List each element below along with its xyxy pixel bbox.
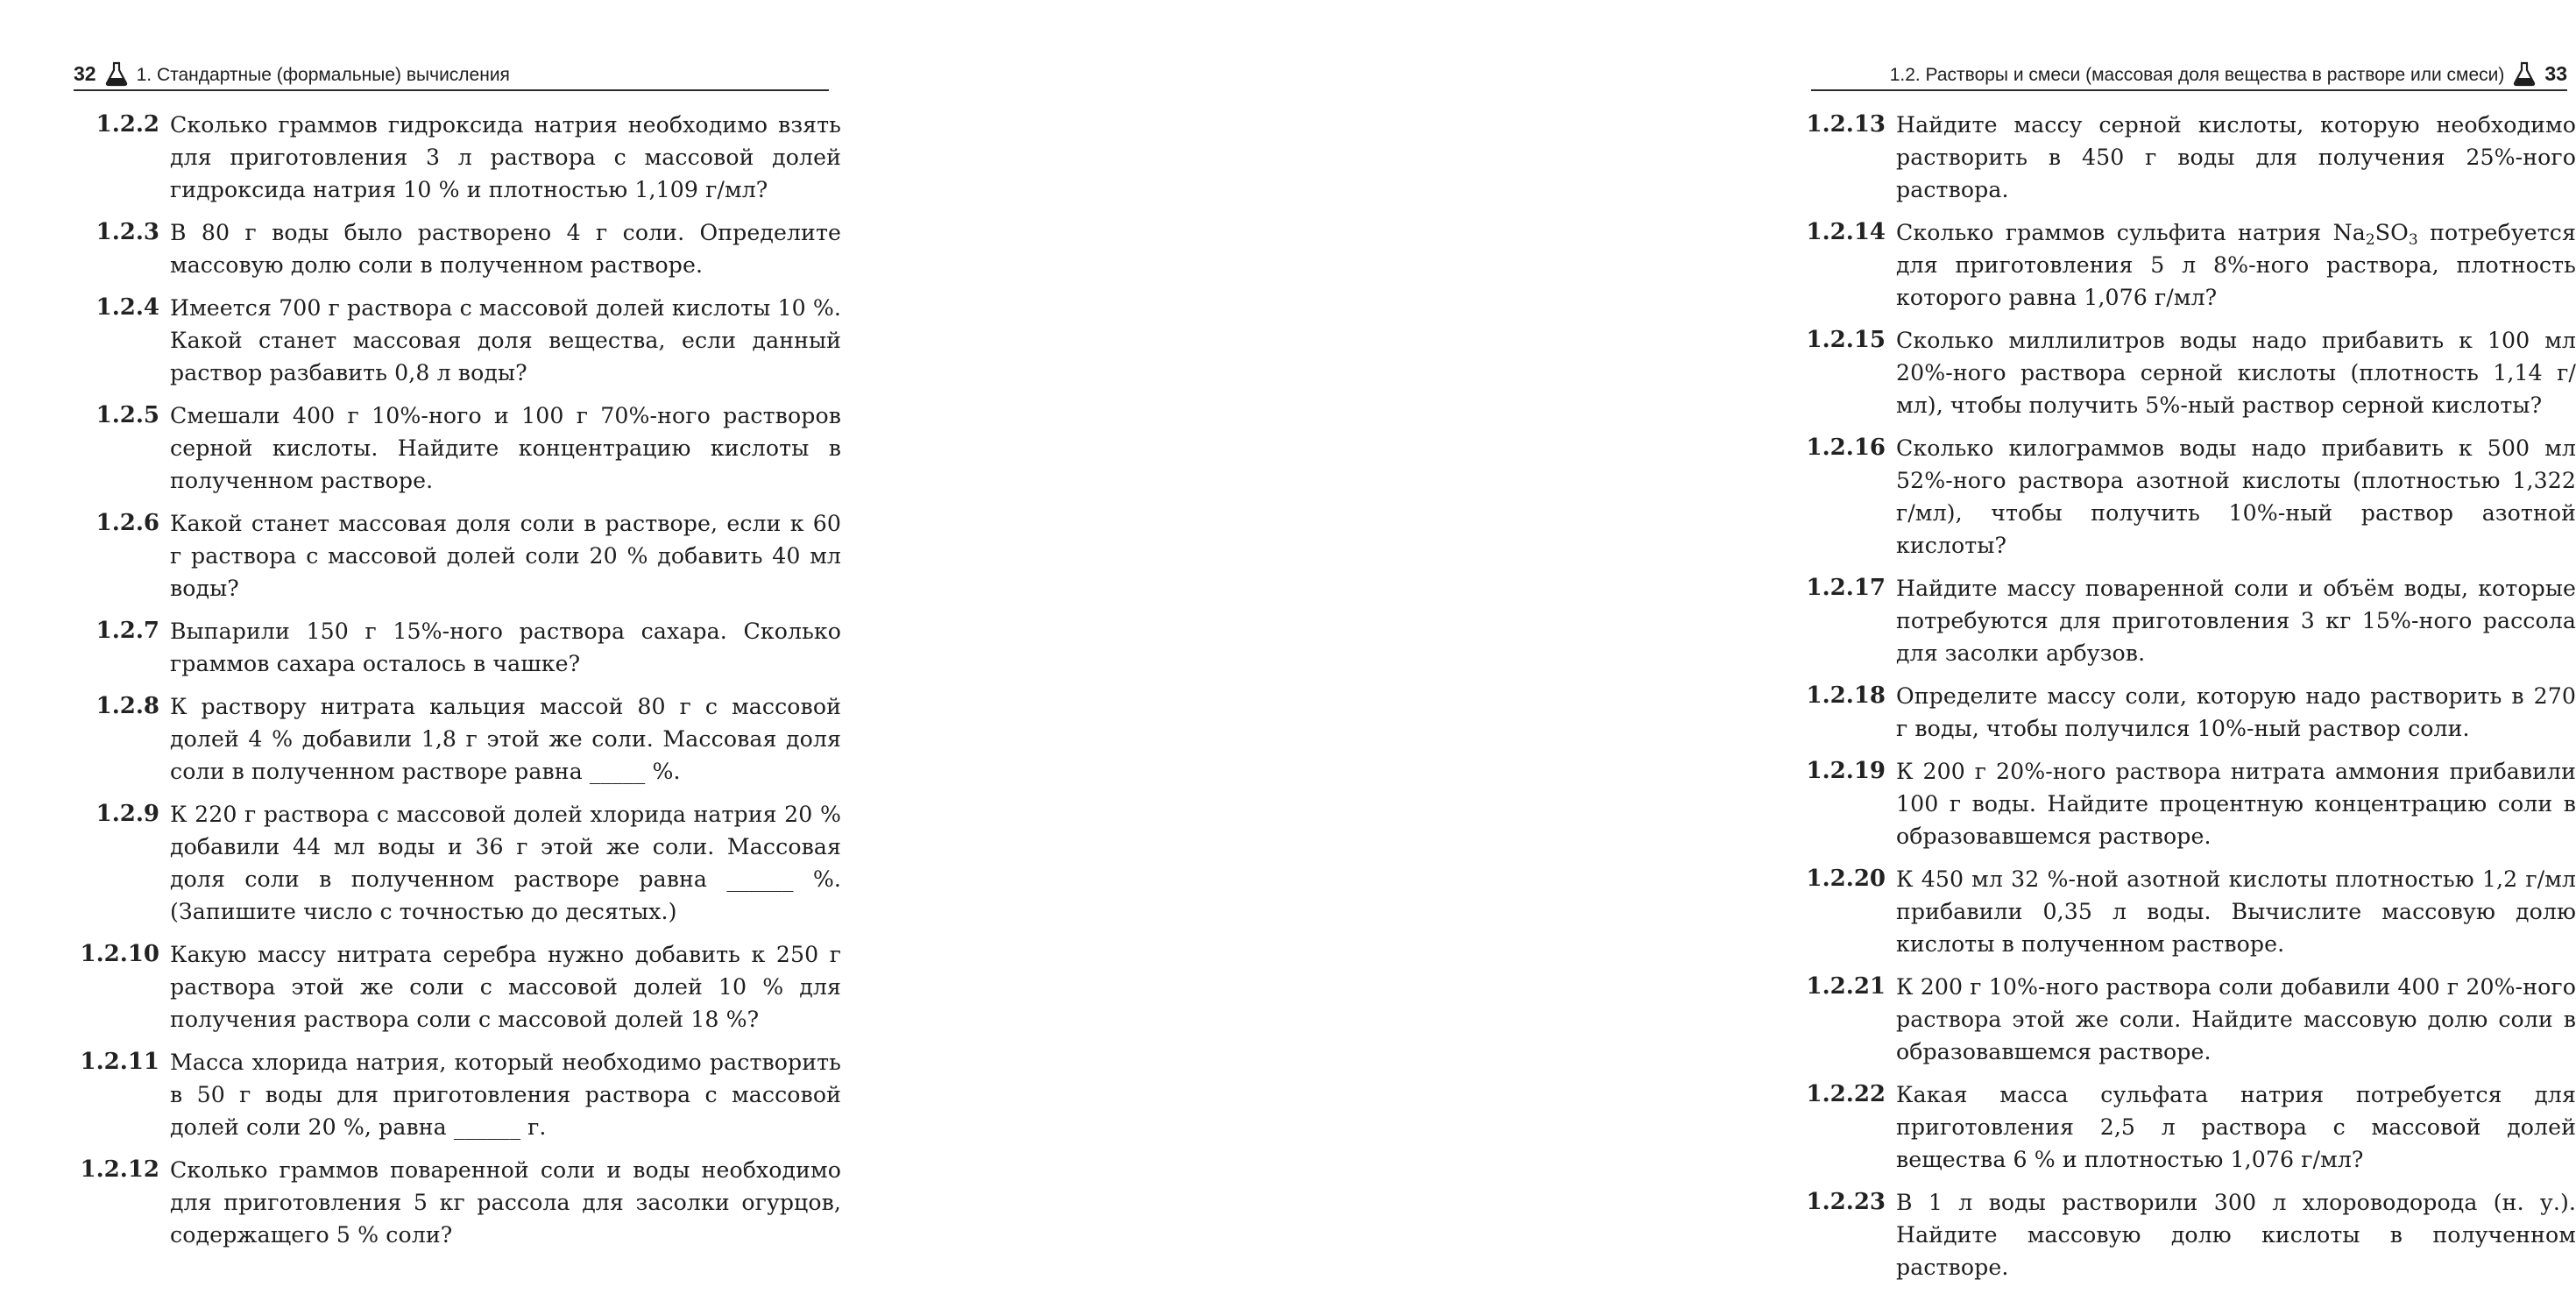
problem-item: [79, 292, 841, 389]
right-page-number: 33: [2544, 62, 2567, 85]
problem-number: 1.2.18: [1806, 682, 1886, 709]
problem-item: [1805, 572, 2576, 669]
problem-number: 1.2.17: [1806, 575, 1886, 601]
problem-text: К 450 мл 32 %-ной азотной кислоты плотностью 1,2 г/мл прибавили 0,35 л воды. Вычислите массовую долю кислоты в полученном растворе.: [1896, 866, 2576, 957]
problem-text: Найдите массу поваренной соли и объём воды, которые потребуются для приготовления 3 кг 15%-ного рассола для засолки арбузов.: [1896, 576, 2576, 666]
problem-text: Сколько граммов поваренной соли и воды необходимо для приготовления 5 кг рассола для засолки огурцов, содержащего 5 % соли?: [170, 1157, 841, 1248]
problem-number: 1.2.21: [1806, 973, 1886, 1000]
problem-text: Имеется 700 г раствора с массовой долей кислоты 10 %. Какой станет массовая доля вещества, если данный раствор разбавить 0,8 л воды?: [170, 295, 841, 385]
problem-text: Определите массу соли, которую надо растворить в 270 г воды, чтобы получился 10%-ный раствор соли.: [1896, 683, 2576, 741]
problem-item: [79, 216, 841, 281]
right-problem-list: [1805, 109, 2576, 1294]
problem-number: 1.2.13: [1806, 111, 1886, 138]
problem-text: Смешали 400 г 10%-ного и 100 г 70%-ного растворов серной кислоты. Найдите концентрацию кислоты в полученном растворе.: [170, 403, 841, 493]
left-page-number: 32: [74, 62, 96, 85]
problem-item: [79, 507, 841, 605]
problem-text: Сколько граммов гидроксида натрия необходимо взять для приготовления 3 л раствора с массовой долей гидроксида натрия 10 % и плотностью 1,109 г/мл?: [170, 112, 841, 202]
left-running-head-title: 1. Стандартные (формальные) вычисления: [136, 65, 510, 85]
problem-text: Найдите массу серной кислоты, которую необходимо растворить в 450 г воды для получения 25%-ного раствора.: [1896, 112, 2576, 202]
problem-number: 1.2.10: [80, 941, 159, 967]
problem-number: 1.2.2: [96, 111, 159, 138]
problem-number: 1.2.9: [96, 801, 159, 827]
problem-text: Какую массу нитрата серебра нужно добавить к 250 г раствора этой же соли с массовой долей 10 % для получения раствора соли с массовой долей 18 %?: [170, 942, 841, 1032]
problem-item: [1805, 324, 2576, 421]
problem-number: 1.2.22: [1806, 1081, 1886, 1107]
problem-item: [79, 1154, 841, 1251]
problem-item: [1805, 109, 2576, 206]
problem-text: Сколько миллилитров воды надо прибавить к 100 мл 20%-ного раствора серной кислоты (плотность 1,14 г/мл), чтобы получить 5%-ный раствор серной кислоты?: [1896, 328, 2576, 418]
flask-icon: [2513, 61, 2536, 86]
problem-item: [79, 615, 841, 680]
problem-item: [1805, 755, 2576, 852]
problem-text-part: потребуется для приготовления 5 л 8%-ного раствора, плотность которого равна 1,076 г/мл?: [1896, 220, 2576, 310]
problem-number: 1.2.4: [96, 294, 159, 321]
problem-text: В 80 г воды было растворено 4 г соли. Определите массовую долю соли в полученном растворе.: [170, 220, 841, 278]
problem-number: 1.2.6: [96, 510, 159, 536]
problem-number: 1.2.5: [96, 402, 159, 428]
problem-number: 1.2.15: [1806, 327, 1886, 353]
problem-text: К раствору нитрата кальция массой 80 г с массовой долей 4 % добавили 1,8 г этой же соли. Массовая доля соли в полученном растворе равна _____ %.: [170, 694, 841, 784]
problem-item: [1805, 863, 2576, 960]
problem-item: [1805, 1078, 2576, 1176]
subscript: 3: [2408, 231, 2418, 249]
problem-text: Какой станет массовая доля соли в растворе, если к 60 г раствора с массовой долей соли 20 % добавить 40 мл воды?: [170, 511, 841, 601]
problem-item: [79, 798, 841, 928]
problem-text: К 200 г 10%-ного раствора соли добавили 400 г 20%-ного раствора этой же соли. Найдите массовую долю соли в образовавшемся растворе.: [1896, 974, 2576, 1064]
problem-text: Масса хлорида натрия, который необходимо растворить в 50 г воды для приготовления раствора с массовой долей соли 20 %, равна ______ г.: [170, 1050, 841, 1140]
problem-item: [1805, 680, 2576, 745]
problem-number: 1.2.16: [1806, 435, 1886, 461]
problem-number: 1.2.8: [96, 693, 159, 719]
problem-number: 1.2.19: [1806, 758, 1886, 784]
problem-text: К 200 г 20%-ного раствора нитрата аммония прибавили 100 г воды. Найдите процентную концентрацию соли в образовавшемся растворе.: [1896, 759, 2576, 849]
problem-item: [79, 1046, 841, 1143]
problem-item: [1805, 1186, 2576, 1283]
problem-number: 1.2.20: [1806, 866, 1886, 892]
problem-number: 1.2.23: [1806, 1189, 1886, 1215]
problem-text: [1896, 216, 2576, 314]
problem-item: [1805, 971, 2576, 1068]
right-running-head-title: 1.2. Растворы и смеси (массовая доля вещества в растворе или смеси): [1889, 65, 2505, 85]
problem-text-part: Сколько граммов сульфита натрия Na: [1896, 220, 2366, 245]
problem-item: [1805, 216, 2576, 314]
problem-text: Выпарили 150 г 15%-ного раствора сахара. Сколько граммов сахара осталось в чашке?: [170, 619, 841, 676]
problem-item: [79, 109, 841, 206]
problem-number: 1.2.12: [80, 1156, 159, 1183]
problem-number: 1.2.3: [96, 219, 159, 245]
left-page: [0, 0, 876, 1308]
left-problem-list: [79, 109, 841, 1262]
problem-number: 1.2.7: [96, 618, 159, 644]
problem-item: [1805, 432, 2576, 562]
problem-text: К 220 г раствора с массовой долей хлорида натрия 20 % добавили 44 мл воды и 36 г этой же соли. Массовая доля соли в полученном растворе равна ______ %. (Запишите число с точностью до десятых.): [170, 802, 841, 924]
problem-text: В 1 л воды растворили 300 л хлороводорода (н. у.). Найдите массовую долю кислоты в полученном растворе.: [1896, 1190, 2576, 1280]
subscript: 2: [2365, 231, 2375, 249]
problem-text: Какая масса сульфата натрия потребуется для приготовления 2,5 л раствора с массовой долей вещества 6 % и плотностью 1,076 г/мл?: [1896, 1082, 2576, 1172]
problem-item: [79, 399, 841, 497]
problem-number: 1.2.11: [80, 1049, 159, 1075]
problem-item: [79, 690, 841, 788]
flask-icon: [105, 61, 128, 86]
problem-item: [79, 938, 841, 1036]
problem-number: 1.2.14: [1806, 219, 1886, 245]
left-running-head: [74, 56, 829, 91]
problem-text: Сколько килограммов воды надо прибавить к 500 мл 52%-ного раствора азотной кислоты (плотностью 1,322 г/мл), чтобы получить 10%-ный раствор азотной кислоты?: [1896, 435, 2576, 558]
right-running-head: [1811, 56, 2567, 91]
problem-text-part: SO: [2374, 220, 2409, 245]
right-page: [876, 0, 2576, 1308]
